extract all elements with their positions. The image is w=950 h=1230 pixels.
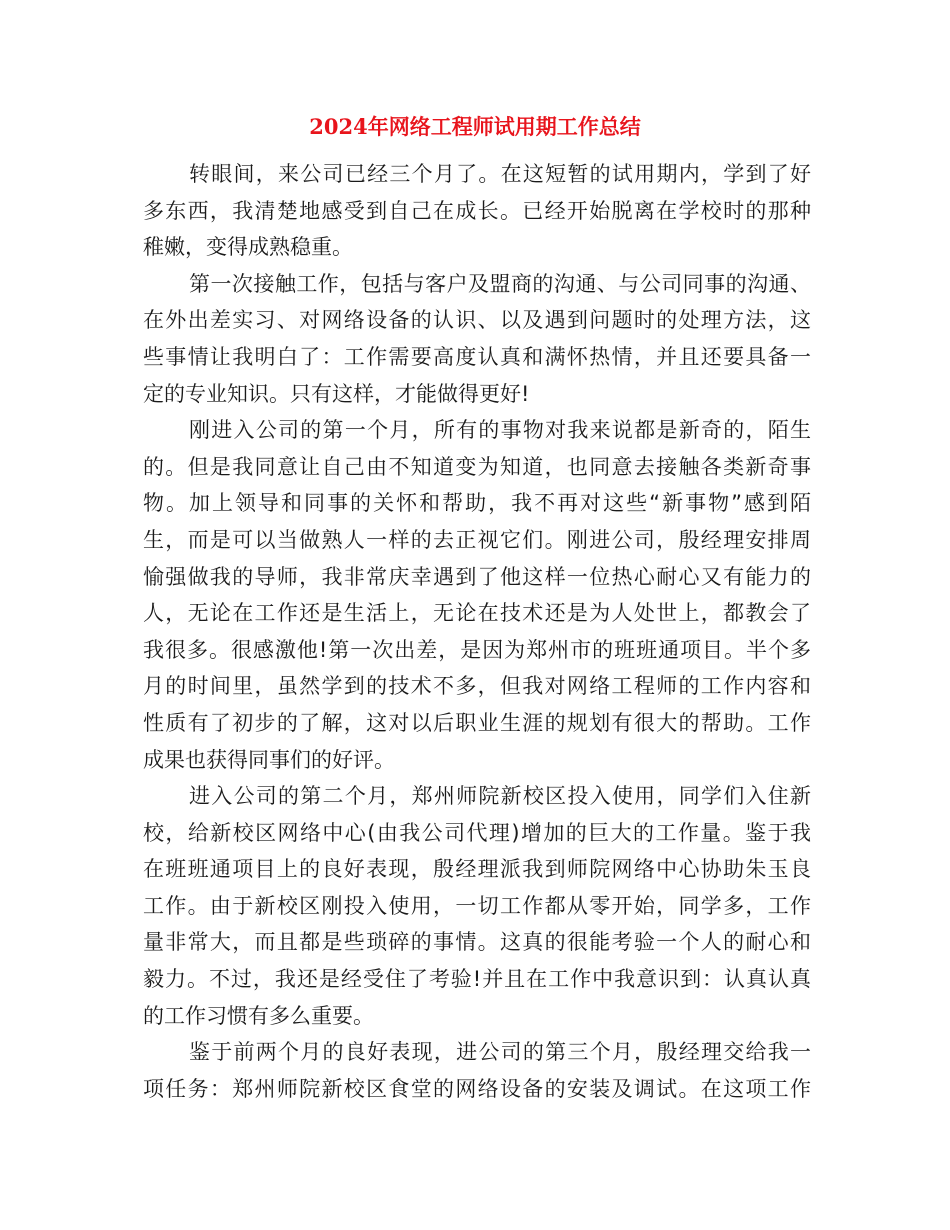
text-line: 校，给新校区网络中心(由我公司代理)增加的巨大的工作量。鉴于我 [143, 820, 811, 845]
text-line: 我很多。很感激他!第一次出差，是因为郑州市的班班通项目。半个多 [143, 637, 811, 662]
paragraph-4 [143, 778, 811, 1034]
text-line: 月的时间里，虽然学到的技术不多，但我对网络工程师的工作内容和 [143, 674, 811, 699]
text-line: 些事情让我明白了：工作需要高度认真和满怀热情，并且还要具备一 [143, 344, 811, 369]
paragraph-3 [143, 412, 811, 778]
text-line: 在外出差实习、对网络设备的认识、以及遇到问题时的处理方法，这 [143, 308, 811, 333]
text-line: 进入公司的第二个月，郑州师院新校区投入使用，同学们入住新 [189, 784, 811, 809]
text-line: 项任务：郑州师院新校区食堂的网络设备的安装及调试。在这项工作 [143, 1076, 811, 1101]
text-line: 工作。由于新校区刚投入使用，一切工作都从零开始，同学多，工作 [143, 893, 811, 918]
text-line: 性质有了初步的了解，这对以后职业生涯的规划有很大的帮助。工作 [143, 710, 811, 735]
text-line: 毅力。不过，我还是经受住了考验!并且在工作中我意识到：认真认真 [143, 967, 811, 992]
text-line: 人，无论在工作还是生活上，无论在技术还是为人处世上，都教会了 [143, 601, 811, 626]
text-line: 物。加上领导和同事的关怀和帮助，我不再对这些“新事物”感到陌 [143, 491, 811, 516]
text-line: 鉴于前两个月的良好表现，进公司的第三个月，殷经理交给我一 [189, 1040, 811, 1065]
text-line: 定的专业知识。只有这样，才能做得更好! [143, 381, 530, 406]
text-line: 稚嫩，变得成熟稳重。 [143, 235, 353, 260]
text-line: 刚进入公司的第一个月，所有的事物对我来说都是新奇的，陌生 [189, 418, 811, 443]
paragraph-1 [143, 156, 811, 266]
text-line: 第一次接触工作，包括与客户及盟商的沟通、与公司同事的沟通、 [189, 271, 811, 296]
document-title: 2024年网络工程师试用期工作总结 [309, 114, 641, 139]
text-line: 多东西，我清楚地感受到自己在成长。已经开始脱离在学校时的那种 [143, 198, 811, 223]
document-body [143, 156, 811, 1107]
text-line: 在班班通项目上的良好表现，殷经理派我到师院网络中心协助朱玉良 [143, 857, 811, 882]
paragraph-2 [143, 266, 811, 412]
text-line: 愉强做我的导师，我非常庆幸遇到了他这样一位热心耐心又有能力的 [143, 564, 811, 589]
text-line: 的。但是我同意让自己由不知道变为知道，也同意去接触各类新奇事 [143, 454, 811, 479]
text-line: 量非常大，而且都是些琐碎的事情。这真的很能考验一个人的耐心和 [143, 930, 811, 955]
text-line: 转眼间，来公司已经三个月了。在这短暂的试用期内，学到了好 [189, 162, 811, 186]
paragraph-5 [143, 1034, 811, 1107]
text-line: 生，而是可以当做熟人一样的去正视它们。刚进公司，殷经理安排周 [143, 527, 811, 552]
text-line: 的工作习惯有多么重要。 [143, 1003, 374, 1028]
text-line: 成果也获得同事们的好评。 [143, 747, 395, 772]
